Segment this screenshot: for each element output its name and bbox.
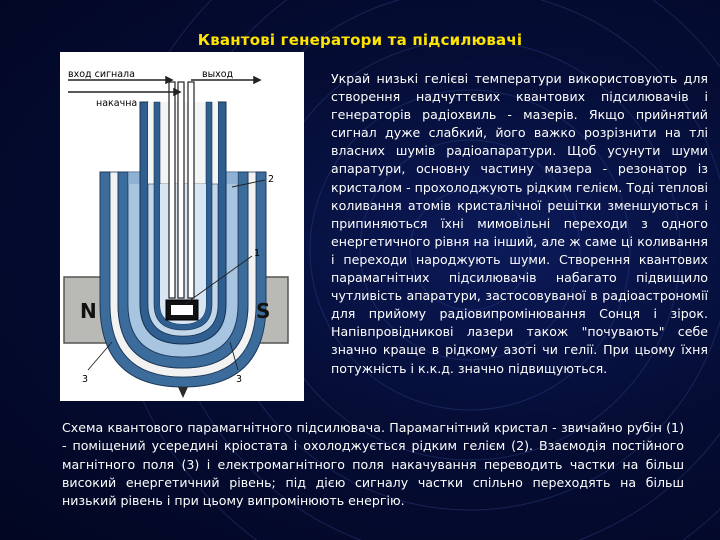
label-signal-input: вход сигнала (68, 69, 135, 80)
label-pump: накачна (96, 98, 138, 109)
label-part-3-right: 3 (236, 374, 243, 385)
waveguide-center (178, 82, 184, 298)
waveguide-left (169, 82, 175, 298)
label-magnet-n: N (80, 299, 97, 323)
label-part-2: 2 (268, 174, 275, 185)
waveguide-right (188, 82, 194, 298)
label-output: выход (202, 69, 234, 80)
label-part-3-left: 3 (82, 374, 89, 385)
body-paragraph: Украй низькі гелієві температури використовують для створення надчуттєвих квантових підсилювачів і генераторів радіохвиль - мазерів. Якщо прийнятий сигнал дуже слабкий, його важко розрізнити на тлі власних шумів радіоапаратури. Щоб усунути шуми апаратури, основну частину мазера - резонатор із кристалом - прохолоджують рідким гелієм. Тоді теплові коливання атомів кристалічної решітки зменшуються і припиняються їхні мимовільні переходи з одного енергетичного рівня на інший, але ж саме ці коливання і переходи народжують шуми. Створення квантових парамагнітних підсилювачів набагато підвищило чутливість апаратури, застосовуваної в радіоастрономії для прийому радіовипромінювання Сонця і зірок. Напівпровідникові лазери також "почувають" себе значно краще в рідкому азоті чи гелії. При цьому їхня потужність і к.к.д. значно підвищуються. (331, 71, 708, 376)
label-magnet-s: S (256, 299, 271, 323)
figure-caption: Схема квантового парамагнітного підсилювача. Парамагнітний кристал - звичайно рубін (1) - поміщений усередині кріостата і охолоджується рідким гелієм (2). Взаємодія постійного магнітного поля (3) і електромагнітного поля накачування переводить частки на більш високий енергетичний рівень; під дією сигналу частки спільно переходять на більш низький рівень і при цьому випромінюють енергію. (62, 420, 684, 509)
slide-title: Квантові генератори та підсилювачі (197, 31, 523, 49)
maser-diagram (60, 52, 304, 401)
label-part-1: 1 (254, 248, 261, 259)
